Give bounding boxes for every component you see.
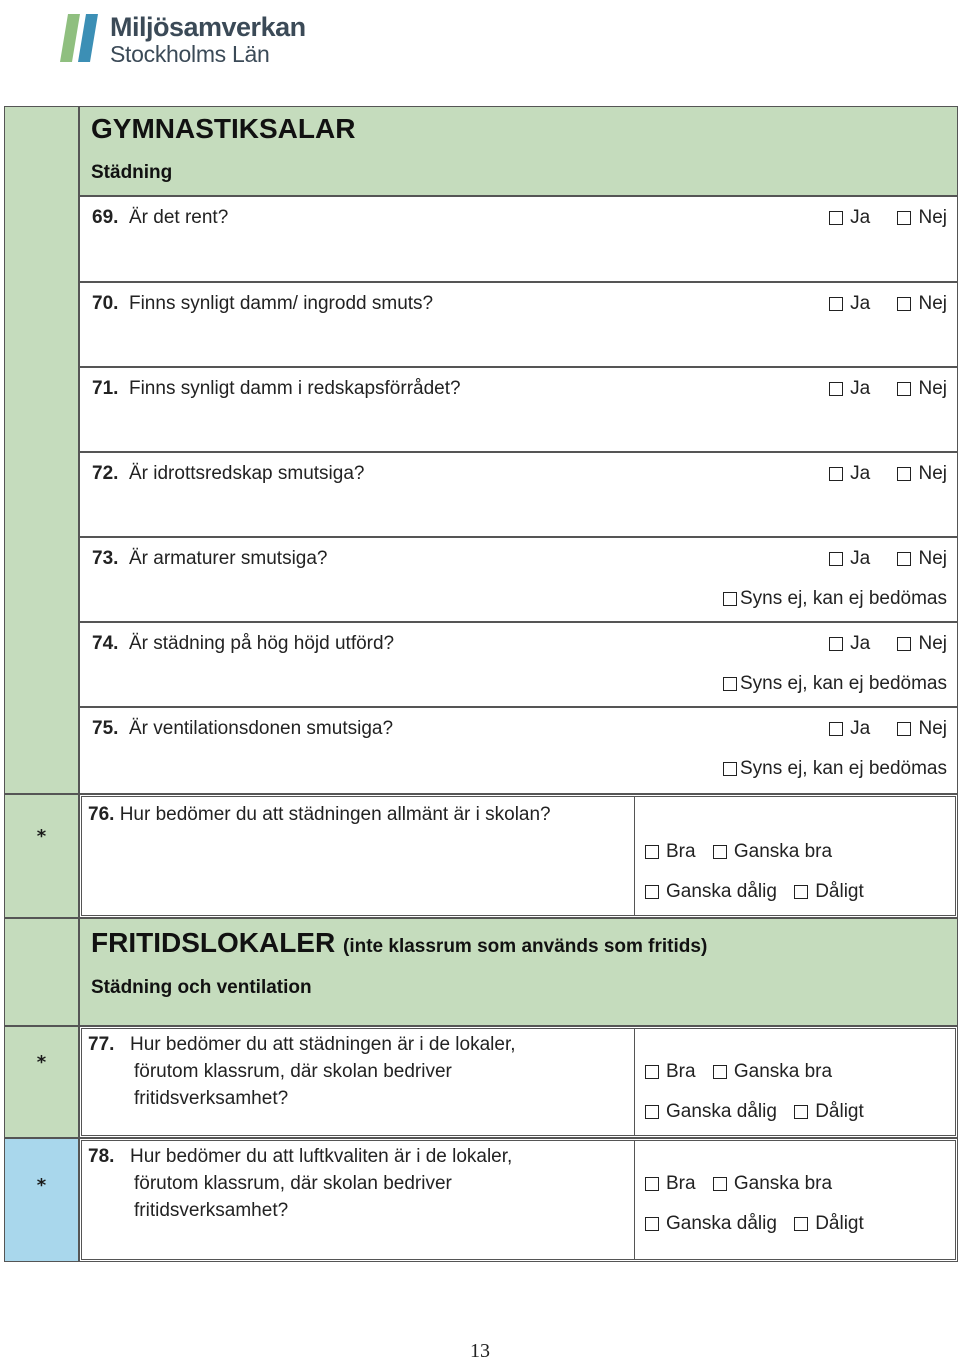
question-cell	[82, 1029, 632, 1135]
section-title: FRITIDSLOKALER (inte klassrum som används som fritids)	[91, 927, 708, 958]
extra-option	[715, 673, 947, 697]
grade-options-row-1	[645, 1061, 844, 1085]
question-text: 73. Är armaturer smutsiga?	[92, 548, 328, 569]
question-text: 74. Är städning på hög höjd utförd?	[92, 633, 395, 654]
checkbox-icon	[897, 467, 911, 481]
checkbox-icon	[829, 467, 843, 481]
answer-options	[821, 378, 947, 402]
question-row-73	[79, 537, 958, 622]
checkbox-icon	[645, 1217, 659, 1231]
bra-checkbox[interactable]: Bra	[645, 1173, 696, 1195]
priority-marker: *	[36, 1174, 47, 1196]
question-text: 70. Finns synligt damm/ ingrodd smuts?	[92, 293, 434, 314]
cannot-assess-checkbox[interactable]: Syns ej, kan ej bedömas	[723, 673, 947, 695]
checkbox-icon	[645, 1105, 659, 1119]
checkbox-icon	[897, 722, 911, 736]
checkbox-icon	[723, 677, 737, 691]
checkbox-icon	[645, 845, 659, 859]
checkbox-icon	[829, 297, 843, 311]
checkbox-icon	[723, 762, 737, 776]
grade-cell	[634, 1029, 955, 1135]
question-row-76	[79, 794, 958, 918]
question-row-77	[79, 1026, 958, 1138]
answer-options	[821, 633, 947, 657]
question-row-69	[79, 196, 958, 282]
checkbox-icon	[713, 845, 727, 859]
question-text: 69. Är det rent?	[92, 207, 229, 228]
nej-checkbox[interactable]: Nej	[897, 293, 947, 315]
nej-checkbox[interactable]: Nej	[897, 633, 947, 655]
ja-checkbox[interactable]: Ja	[829, 633, 870, 655]
daligt-checkbox[interactable]: Dåligt	[794, 881, 864, 903]
extra-option	[715, 758, 947, 782]
ganska-dalig-checkbox[interactable]: Ganska dålig	[645, 881, 777, 903]
checkbox-icon	[713, 1065, 727, 1079]
section-title: GYMNASTIKSALAR	[91, 113, 356, 144]
logo-mark-icon	[58, 12, 104, 64]
question-row-78	[79, 1138, 958, 1262]
question-row-72	[79, 452, 958, 537]
checkbox-icon	[897, 297, 911, 311]
daligt-checkbox[interactable]: Dåligt	[794, 1101, 864, 1123]
checkbox-icon	[645, 885, 659, 899]
grade-options-row-2	[645, 1101, 876, 1125]
question-text: 75. Är ventilationsdonen smutsiga?	[92, 718, 394, 739]
question-row-71	[79, 367, 958, 452]
grade-cell	[634, 1141, 955, 1259]
question-cell	[82, 1141, 632, 1259]
cannot-assess-checkbox[interactable]: Syns ej, kan ej bedömas	[723, 588, 947, 610]
ganska-dalig-checkbox[interactable]: Ganska dålig	[645, 1101, 777, 1123]
checkbox-icon	[794, 885, 808, 899]
answer-options	[821, 207, 947, 231]
side-column-fritidslokaler	[4, 918, 79, 1026]
question-text: 77. Hur bedömer du att städningen är i de lokaler, förutom klassrum, där skolan bedriver fritidsverksamhet?	[88, 1034, 516, 1109]
checkbox-icon	[645, 1065, 659, 1079]
ganska-dalig-checkbox[interactable]: Ganska dålig	[645, 1213, 777, 1235]
checkbox-icon	[794, 1105, 808, 1119]
nej-checkbox[interactable]: Nej	[897, 718, 947, 740]
checkbox-icon	[897, 211, 911, 225]
side-column-q77	[4, 1026, 79, 1138]
answer-options	[821, 548, 947, 572]
question-row-70	[79, 282, 958, 367]
side-column-gymnastiksalar	[4, 106, 79, 794]
grade-cell	[634, 797, 955, 915]
question-row-74	[79, 622, 958, 707]
checkbox-icon	[829, 552, 843, 566]
ja-checkbox[interactable]: Ja	[829, 378, 870, 400]
priority-marker: *	[36, 1051, 47, 1073]
extra-option	[715, 588, 947, 612]
checkbox-icon	[713, 1177, 727, 1191]
checkbox-icon	[829, 382, 843, 396]
ja-checkbox[interactable]: Ja	[829, 463, 870, 485]
nej-checkbox[interactable]: Nej	[897, 378, 947, 400]
checkbox-icon	[794, 1217, 808, 1231]
nej-checkbox[interactable]: Nej	[897, 207, 947, 229]
question-row-75	[79, 707, 958, 794]
ganska-bra-checkbox[interactable]: Ganska bra	[713, 1173, 832, 1195]
checkbox-icon	[897, 552, 911, 566]
checkbox-icon	[645, 1177, 659, 1191]
ganska-bra-checkbox[interactable]: Ganska bra	[713, 841, 832, 863]
logo-region: Stockholms Län	[110, 41, 270, 67]
checkbox-icon	[829, 722, 843, 736]
checkbox-icon	[723, 592, 737, 606]
question-text: 78. Hur bedömer du att luftkvaliten är i de lokaler, förutom klassrum, där skolan bedriver fritidsverksamhet?	[88, 1146, 513, 1221]
bra-checkbox[interactable]: Bra	[645, 841, 696, 863]
answer-options	[821, 718, 947, 742]
nej-checkbox[interactable]: Nej	[897, 463, 947, 485]
page-number: 13	[470, 1340, 490, 1362]
section-title-note: (inte klassrum som används som fritids)	[343, 936, 708, 957]
logo-name: Miljösamverkan	[110, 12, 306, 42]
ja-checkbox[interactable]: Ja	[829, 548, 870, 570]
nej-checkbox[interactable]: Nej	[897, 548, 947, 570]
answer-options	[821, 463, 947, 487]
question-text: 71. Finns synligt damm i redskapsförrådet?	[92, 378, 461, 399]
ganska-bra-checkbox[interactable]: Ganska bra	[713, 1061, 832, 1083]
side-column-q78	[4, 1138, 79, 1262]
section-subtitle: Städning och ventilation	[91, 977, 312, 998]
checkbox-icon	[897, 637, 911, 651]
checkbox-icon	[897, 382, 911, 396]
daligt-checkbox[interactable]: Dåligt	[794, 1213, 864, 1235]
grade-options-row-2	[645, 1213, 876, 1237]
grade-options-row-1	[645, 1173, 844, 1197]
ja-checkbox[interactable]: Ja	[829, 293, 870, 315]
grade-options-row-1	[645, 841, 844, 865]
checkbox-icon	[829, 637, 843, 651]
grade-options-row-2	[645, 881, 876, 905]
checkbox-icon	[829, 211, 843, 225]
side-column-q76	[4, 794, 79, 918]
priority-marker: *	[36, 825, 47, 847]
question-cell	[82, 797, 632, 915]
section-subtitle: Städning	[91, 162, 173, 183]
answer-options	[821, 293, 947, 317]
section-header-gymnastiksalar	[79, 106, 958, 196]
bra-checkbox[interactable]: Bra	[645, 1061, 696, 1083]
question-text: 72. Är idrottsredskap smutsiga?	[92, 463, 365, 484]
section-header-fritidslokaler	[79, 918, 958, 1026]
checklist-sheet	[4, 106, 958, 1262]
cannot-assess-checkbox[interactable]: Syns ej, kan ej bedömas	[723, 758, 947, 780]
question-text: 76. Hur bedömer du att städningen allmänt är i skolan?	[88, 804, 551, 825]
ja-checkbox[interactable]: Ja	[829, 718, 870, 740]
ja-checkbox[interactable]: Ja	[829, 207, 870, 229]
logo	[58, 10, 338, 70]
